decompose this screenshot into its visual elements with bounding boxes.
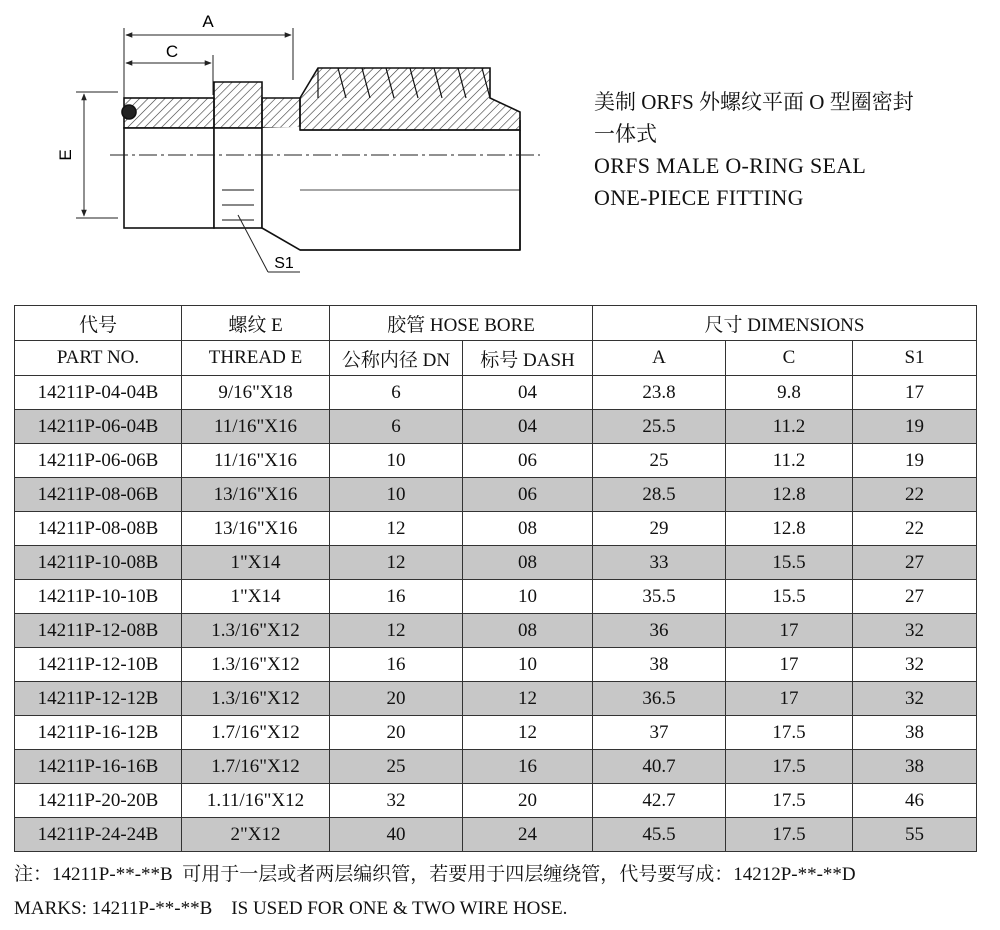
cell-dim-c: 17.5 [726, 818, 853, 852]
cell-dim-c: 12.8 [726, 512, 853, 546]
cell-part-no: 14211P-08-06B [15, 478, 182, 512]
cell-dim-a: 35.5 [593, 580, 726, 614]
cell-thread: 1"X14 [182, 580, 330, 614]
cell-dn: 20 [330, 716, 463, 750]
cell-dash: 24 [463, 818, 593, 852]
cell-thread: 1"X14 [182, 546, 330, 580]
cell-dim-a: 45.5 [593, 818, 726, 852]
cell-dim-s1: 19 [853, 444, 977, 478]
cell-thread: 1.3/16"X12 [182, 648, 330, 682]
cell-dash: 04 [463, 410, 593, 444]
table-row [15, 376, 977, 410]
cell-dash: 08 [463, 614, 593, 648]
cell-thread: 1.11/16"X12 [182, 784, 330, 818]
cell-dim-s1: 22 [853, 512, 977, 546]
cell-dn: 6 [330, 376, 463, 410]
table-row [15, 614, 977, 648]
header-dimensions: 尺寸 DIMENSIONS [593, 306, 977, 341]
cell-dim-a: 25.5 [593, 410, 726, 444]
table-row [15, 784, 977, 818]
cell-dim-s1: 46 [853, 784, 977, 818]
cell-part-no: 14211P-20-20B [15, 784, 182, 818]
cell-part-no: 14211P-16-12B [15, 716, 182, 750]
cell-dim-c: 17.5 [726, 716, 853, 750]
cell-dn: 32 [330, 784, 463, 818]
cell-part-no: 14211P-10-10B [15, 580, 182, 614]
cell-dim-s1: 17 [853, 376, 977, 410]
title-cn-line2: 一体式 [594, 122, 657, 146]
header-dash: 标号 DASH [463, 341, 593, 376]
cell-dim-s1: 32 [853, 614, 977, 648]
cell-dash: 10 [463, 648, 593, 682]
header-dn: 公称内径 DN [330, 341, 463, 376]
dim-a-label: A [202, 12, 214, 31]
product-title [594, 86, 914, 214]
cell-part-no: 14211P-06-04B [15, 410, 182, 444]
table-row [15, 580, 977, 614]
cell-dim-c: 11.2 [726, 444, 853, 478]
header-part-no: PART NO. [15, 341, 182, 376]
cell-dn: 25 [330, 750, 463, 784]
cell-dim-s1: 22 [853, 478, 977, 512]
table-row [15, 478, 977, 512]
cell-dn: 10 [330, 478, 463, 512]
cell-dim-c: 15.5 [726, 580, 853, 614]
cell-dn: 6 [330, 410, 463, 444]
cell-dim-c: 9.8 [726, 376, 853, 410]
dimension-c [126, 42, 213, 95]
cell-dim-s1: 32 [853, 682, 977, 716]
table-row [15, 410, 977, 444]
cell-dash: 04 [463, 376, 593, 410]
cell-dash: 08 [463, 512, 593, 546]
cell-dash: 20 [463, 784, 593, 818]
note-en: MARKS: 14211P-**-**B IS USED FOR ONE & TWO WIRE HOSE. [14, 898, 568, 919]
cell-dim-a: 29 [593, 512, 726, 546]
cell-thread: 11/16"X16 [182, 444, 330, 478]
cell-dim-a: 42.7 [593, 784, 726, 818]
cell-dim-a: 28.5 [593, 478, 726, 512]
cell-dim-s1: 55 [853, 818, 977, 852]
header-c: C [726, 341, 853, 376]
header-thread-cn: 螺纹 E [182, 306, 330, 341]
cell-dash: 08 [463, 546, 593, 580]
cell-dash: 06 [463, 478, 593, 512]
cell-dn: 40 [330, 818, 463, 852]
cell-dim-s1: 38 [853, 716, 977, 750]
cell-dn: 12 [330, 614, 463, 648]
table-header-row-2 [15, 341, 977, 376]
fitting-body [122, 68, 520, 250]
cell-dim-s1: 32 [853, 648, 977, 682]
notes [14, 858, 856, 926]
dimension-e [56, 92, 118, 218]
cell-dn: 16 [330, 648, 463, 682]
table-row [15, 444, 977, 478]
cell-part-no: 14211P-06-06B [15, 444, 182, 478]
cell-part-no: 14211P-04-04B [15, 376, 182, 410]
cell-part-no: 14211P-24-24B [15, 818, 182, 852]
cell-part-no: 14211P-16-16B [15, 750, 182, 784]
cell-thread: 11/16"X16 [182, 410, 330, 444]
cell-dim-a: 33 [593, 546, 726, 580]
table-body [15, 376, 977, 852]
cell-thread: 2"X12 [182, 818, 330, 852]
header-thread-e: THREAD E [182, 341, 330, 376]
dim-c-label: C [165, 42, 179, 61]
cell-dim-a: 36 [593, 614, 726, 648]
dim-e-label: E [56, 149, 75, 161]
cell-dn: 16 [330, 580, 463, 614]
cell-thread: 1.7/16"X12 [182, 716, 330, 750]
cell-thread: 13/16"X16 [182, 512, 330, 546]
cell-part-no: 14211P-12-08B [15, 614, 182, 648]
cell-dim-s1: 38 [853, 750, 977, 784]
table-row [15, 648, 977, 682]
cell-dim-c: 17 [726, 614, 853, 648]
cell-dim-a: 37 [593, 716, 726, 750]
header-hose-bore: 胶管 HOSE BORE [330, 306, 593, 341]
cell-dim-a: 40.7 [593, 750, 726, 784]
table-row [15, 716, 977, 750]
cell-dim-a: 23.8 [593, 376, 726, 410]
cell-dim-s1: 27 [853, 580, 977, 614]
table-row [15, 818, 977, 852]
table-row [15, 512, 977, 546]
cell-dim-s1: 27 [853, 546, 977, 580]
specification-table [14, 305, 977, 852]
title-en-line2: ONE-PIECE FITTING [594, 185, 804, 210]
table-row [15, 546, 977, 580]
cell-dim-c: 11.2 [726, 410, 853, 444]
cell-dash: 12 [463, 682, 593, 716]
header-a: A [593, 341, 726, 376]
cell-dim-a: 25 [593, 444, 726, 478]
cell-part-no: 14211P-12-10B [15, 648, 182, 682]
header-code-cn: 代号 [15, 306, 182, 341]
cell-dim-c: 17 [726, 648, 853, 682]
cell-dim-s1: 19 [853, 410, 977, 444]
title-cn-line1: 美制 ORFS 外螺纹平面 O 型圈密封 [594, 90, 914, 114]
title-en-line1: ORFS MALE O-RING SEAL [594, 153, 867, 178]
cell-thread: 1.3/16"X12 [182, 614, 330, 648]
cell-dn: 12 [330, 546, 463, 580]
cell-part-no: 14211P-12-12B [15, 682, 182, 716]
fitting-technical-drawing [0, 0, 560, 300]
cell-part-no: 14211P-08-08B [15, 512, 182, 546]
table-header-row-1 [15, 306, 977, 341]
note-cn: 注：14211P-**-**B 可用于一层或者两层编织管，若要用于四层缠绕管，代号要写成：14212P-**-**D [14, 864, 856, 885]
cell-dash: 06 [463, 444, 593, 478]
cell-dim-a: 38 [593, 648, 726, 682]
cell-thread: 9/16"X18 [182, 376, 330, 410]
cell-dim-a: 36.5 [593, 682, 726, 716]
cell-dim-c: 17.5 [726, 784, 853, 818]
dimension-a [124, 12, 293, 100]
cell-dn: 20 [330, 682, 463, 716]
table-row [15, 682, 977, 716]
table-row [15, 750, 977, 784]
cell-thread: 1.7/16"X12 [182, 750, 330, 784]
cell-part-no: 14211P-10-08B [15, 546, 182, 580]
cell-dn: 12 [330, 512, 463, 546]
header-s1: S1 [853, 341, 977, 376]
cell-dim-c: 17 [726, 682, 853, 716]
dim-s1-label: S1 [274, 255, 294, 272]
cell-dn: 10 [330, 444, 463, 478]
cell-dim-c: 17.5 [726, 750, 853, 784]
cell-thread: 1.3/16"X12 [182, 682, 330, 716]
cell-thread: 13/16"X16 [182, 478, 330, 512]
cell-dash: 10 [463, 580, 593, 614]
cell-dash: 16 [463, 750, 593, 784]
cell-dash: 12 [463, 716, 593, 750]
cell-dim-c: 15.5 [726, 546, 853, 580]
cell-dim-c: 12.8 [726, 478, 853, 512]
